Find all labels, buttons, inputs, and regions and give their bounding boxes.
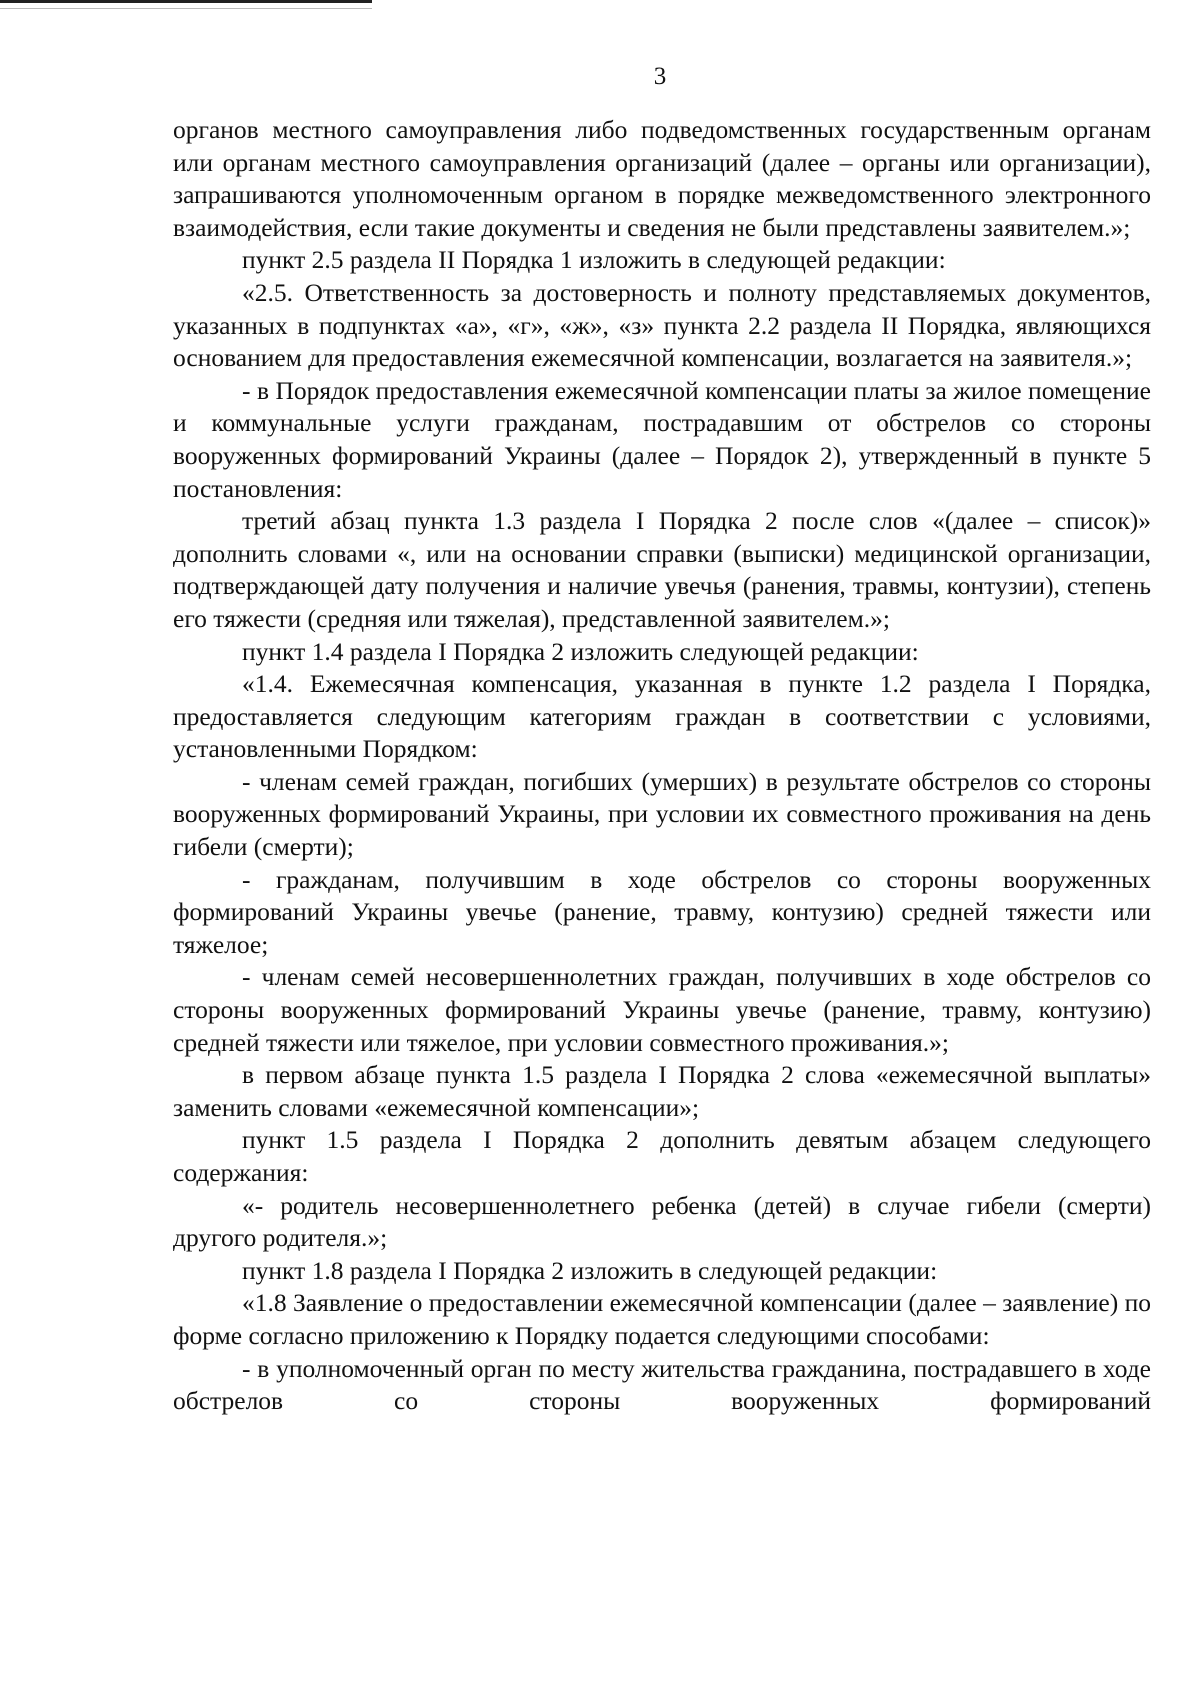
paragraph: третий абзац пункта 1.3 раздела I Порядка 2 после слов «(далее – список)» дополнить словами «, или на основании справки (выписки) медицинской организации, подтверждающей дату получения и наличие увечья (ранения, травмы, контузии), степень его тяжести (средняя или тяжелая), представленной заявителем.»; (173, 506, 1151, 633)
paragraph: «1.4. Ежемесячная компенсация, указанная в пункте 1.2 раздела I Порядка, предоставляется следующим категориям граждан в соответствии с условиями, установленными Порядком: (173, 669, 1151, 764)
paragraph: пункт 1.8 раздела I Порядка 2 изложить в следующей редакции: (242, 1255, 938, 1285)
paragraph: пункт 1.4 раздела I Порядка 2 изложить следующей редакции: (242, 636, 919, 666)
list-item: - членам семей несовершеннолетних граждан, получивших в ходе обстрелов со стороны вооруженных формирований Украины увечье (ранение, травму, контузию) средней тяжести или тяжелое, при условии совместного проживания.»; (173, 962, 1151, 1057)
paragraph: органов местного самоуправления либо подведомственных государственным органам или органам местного самоуправления организаций (далее – органы или организации), запрашиваются уполномоченным органом в порядке межведомственного электронного взаимодействия, если такие документы и сведения не были представлены заявителем.»; (173, 115, 1151, 242)
paragraph: «- родитель несовершеннолетнего ребенка (детей) в случае гибели (смерти) другого родителя.»; (173, 1190, 1151, 1253)
paragraph: пункт 1.5 раздела I Порядка 2 дополнить девятым абзацем следующего содержания: (173, 1125, 1151, 1187)
scan-edge-mark-faint (0, 8, 372, 9)
list-item: - гражданам, получившим в ходе обстрелов со стороны вооруженных формирований Украины увечье (ранение, травму, контузию) средней тяжести или тяжелое; (173, 864, 1151, 959)
paragraph: «2.5. Ответственность за достоверность и полноту представляемых документов, указанных в подпунктах «а», «г», «ж», «з» пункта 2.2 раздела II Порядка, являющихся основанием для предоставления ежемесячной компенсации, возлагается на заявителя.»; (173, 277, 1151, 373)
document-body (173, 114, 1151, 1418)
paragraph: «1.8 Заявление о предоставлении ежемесячной компенсации (далее – заявление) по форме согласно приложению к Порядку подается следующими способами: (173, 1288, 1151, 1350)
paragraph: - в Порядок предоставления ежемесячной компенсации платы за жилое помещение и коммунальные услуги гражданам, пострадавшим от обстрелов со стороны вооруженных формирований Украины (далее – Порядок 2), утвержденный в пункте 5 постановления: (173, 375, 1151, 503)
page-number: 3 (653, 63, 667, 90)
paragraph: в первом абзаце пункта 1.5 раздела I Порядка 2 слова «ежемесячной выплаты» заменить словами «ежемесячной компенсации»; (173, 1060, 1151, 1122)
list-item: - членам семей граждан, погибших (умерших) в результате обстрелов со стороны вооруженных формирований Украины, при условии их совместного проживания на день гибели (смерти); (173, 766, 1151, 862)
paragraph: - в уполномоченный орган по месту жительства гражданина, пострадавшего в ходе обстрелов со стороны вооруженных формирований (173, 1353, 1151, 1416)
scan-edge-mark (0, 0, 372, 3)
paragraph: пункт 2.5 раздела II Порядка 1 изложить в следующей редакции: (242, 245, 946, 275)
